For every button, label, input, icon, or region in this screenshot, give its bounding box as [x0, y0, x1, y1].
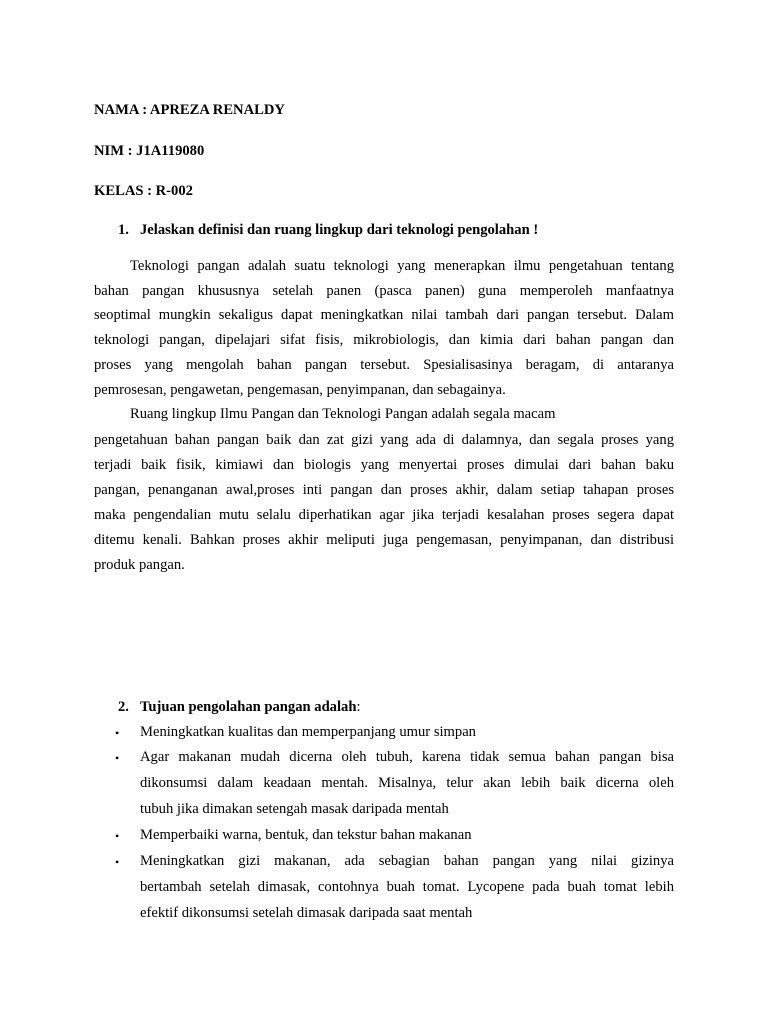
question-2-colon: :	[356, 699, 361, 715]
bullet-item-line: Meningkatkan gizi makanan, ada sebagian bahan pangan yang nilai gizinya	[140, 853, 674, 869]
paragraph-line: Teknologi pangan adalah suatu teknologi yang menerapkan ilmu pengetahuan tentang	[130, 258, 674, 274]
bullet-item-line: tubuh jika dimakan setengah masak daripada mentah	[140, 801, 449, 817]
bullet-item-line: Meningkatkan kualitas dan memperpanjang umur simpan	[140, 724, 476, 740]
paragraph-line: pangan, penanganan awal,proses inti pangan dan proses akhir, dalam setiap tahapan proses	[94, 482, 674, 498]
question-1-text: Jelaskan definisi dan ruang lingkup dari teknologi pengolahan !	[140, 222, 539, 238]
bullet-item-line: efektif dikonsumsi setelah dimasak daripada saat mentah	[140, 905, 473, 921]
bullet-item-line: bertambah setelah dimasak, contohnya buah tomat. Lycopene pada buah tomat lebih	[140, 879, 674, 895]
bullet-item-line: Agar makanan mudah dicerna oleh tubuh, karena tidak semua bahan pangan bisa	[140, 749, 674, 765]
bullet-item-line: dikonsumsi dalam keadaan mentah. Misalnya, telur akan lebih baik dicerna oleh	[140, 775, 674, 791]
paragraph-line: seoptimal mungkin sekaligus dapat meningkatkan nilai tambah dari pangan tersebut. Dalam	[94, 307, 674, 323]
question-2-heading	[140, 700, 361, 715]
paragraph-line: teknologi pangan, dipelajari sifat fisis, mikrobiologis, dan kimia dari bahan pangan dan	[94, 332, 674, 348]
paragraph-line: terjadi baik fisik, kimiawi dan biologis yang menyertai proses dimulai dari bahan baku	[94, 457, 674, 473]
student-class: KELAS : R-002	[94, 183, 193, 199]
paragraph-line: Ruang lingkup Ilmu Pangan dan Teknologi Pangan adalah segala macam	[130, 406, 556, 422]
paragraph-line: maka pengendalian mutu selalu diperhatikan agar jika terjadi kesalahan proses segera dapat	[94, 507, 674, 523]
bullet-marker: •	[115, 855, 120, 869]
bullet-marker: •	[115, 726, 120, 740]
paragraph-line: produk pangan.	[94, 557, 185, 573]
paragraph-line: pengetahuan bahan pangan baik dan zat gizi yang ada di dalamnya, dan segala proses yang	[94, 432, 674, 448]
student-name: NAMA : APREZA RENALDY	[94, 102, 285, 118]
paragraph-line: proses yang mengolah bahan pangan tersebut. Spesialisasinya beragam, di antaranya	[94, 357, 674, 373]
paragraph-line: ditemu kenali. Bahkan proses akhir meliputi juga pengemasan, penyimpanan, dan distribusi	[94, 532, 674, 548]
question-1-number: 1.	[118, 222, 129, 238]
bullet-item-line: Memperbaiki warna, bentuk, dan tekstur bahan makanan	[140, 827, 472, 843]
paragraph-line: bahan pangan khususnya setelah panen (pasca panen) guna memperoleh manfaatnya	[94, 283, 674, 299]
bullet-marker: •	[115, 751, 120, 765]
question-2-title: Tujuan pengolahan pangan adalah	[140, 699, 357, 715]
bullet-marker: •	[115, 829, 120, 843]
paragraph-line: pemrosesan, pengawetan, pengemasan, penyimpanan, dan sebagainya.	[94, 382, 506, 398]
question-2-number: 2.	[118, 699, 129, 715]
student-nim: NIM : J1A119080	[94, 143, 205, 159]
